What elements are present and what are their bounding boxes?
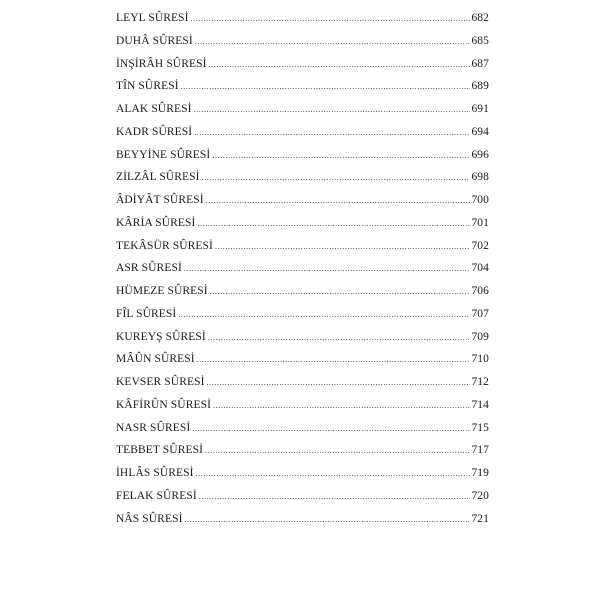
toc-entry-page: 698 [471,171,489,184]
toc-entry [116,257,489,280]
table-of-contents [116,7,489,530]
dot-leader [194,122,470,145]
toc-entry-title: FELAK SÛRESİ [116,489,197,502]
toc-entry-title: ALAK SÛRESİ [116,103,192,115]
toc-entry [116,280,489,303]
toc-entry-page: 712 [471,376,489,388]
toc-entry-page: 719 [471,467,489,479]
toc-entry [116,75,489,98]
toc-entry [116,394,489,417]
dot-leader [205,440,470,463]
toc-entry [116,303,489,326]
dot-leader [199,486,471,509]
dot-leader [197,213,470,236]
toc-entry-page: 696 [471,148,489,161]
toc-entry [116,439,489,462]
toc-entry [116,121,489,144]
toc-entry-page: 709 [471,330,489,343]
toc-entry [116,235,489,258]
toc-entry-title: HÜMEZE SÛRESİ [116,285,208,297]
toc-entry-title: İHLÂS SÛRESİ [116,467,194,479]
toc-entry [116,144,489,167]
toc-entry-page: 694 [471,125,489,138]
dot-leader [212,145,470,168]
toc-entry-page: 687 [471,57,489,70]
dot-leader [202,167,471,190]
toc-entry-title: ÂDİYÂT SÛRESİ [116,194,204,206]
dot-leader [196,463,471,486]
toc-entry-page: 685 [471,34,489,47]
toc-entry-title: ZİLZÂL SÛRESİ [116,171,200,184]
toc-entry-title: TEKÂSÜR SÛRESİ [116,239,213,252]
toc-entry-page: 715 [471,421,489,434]
toc-entry [116,485,489,508]
toc-entry-page: 707 [471,307,489,320]
toc-entry-page: 721 [471,512,489,525]
toc-entry-page: 704 [471,262,489,275]
toc-entry-page: 714 [471,398,489,411]
toc-entry [116,417,489,440]
dot-leader [213,395,470,418]
toc-entry [116,189,489,212]
toc-entry-page: 717 [471,444,489,457]
toc-entry-title: BEYYİNE SÛRESİ [116,148,211,161]
dot-leader [206,190,471,213]
toc-entry-title: KADR SÛRESİ [116,125,193,138]
toc-entry-title: KUREYŞ SÛRESİ [116,330,206,343]
dot-leader [207,372,471,395]
dot-leader [195,31,471,54]
toc-entry [116,326,489,349]
dot-leader [210,281,471,304]
toc-entry-page: 682 [471,12,489,24]
toc-entry-title: NÂS SÛRESİ [116,512,183,525]
toc-entry [116,98,489,121]
dot-leader [192,418,470,441]
toc-entry-title: FÎL SÛRESİ [116,307,177,320]
toc-entry [116,462,489,485]
dot-leader [208,327,471,350]
toc-entry [116,30,489,53]
toc-entry-page: 710 [471,353,489,366]
dot-leader [194,99,471,122]
toc-entry [116,7,489,30]
toc-entry-title: KÂFİRÛN SÛRESİ [116,398,212,411]
toc-entry-title: MÂÛN SÛRESİ [116,353,195,366]
dot-leader [209,54,471,77]
toc-entry-page: 689 [471,80,489,93]
toc-entry-page: 700 [471,194,489,206]
toc-entry [116,166,489,189]
dot-leader [181,76,471,99]
dot-leader [197,349,471,372]
toc-entry-page: 706 [471,285,489,297]
toc-entry-title: LEYL SÛRESİ [116,12,189,24]
toc-entry-title: KEVSER SÛRESİ [116,376,205,388]
toc-entry-title: KÂRİA SÛRESİ [116,216,196,229]
toc-entry-title: NASR SÛRESİ [116,421,191,434]
dot-leader [178,304,470,327]
toc-entry-title: TEBBET SÛRESİ [116,444,204,457]
dot-leader [184,258,471,281]
toc-entry-title: İNŞİRÂH SÛRESİ [116,57,207,70]
toc-entry-page: 720 [471,489,489,502]
dot-leader [215,236,471,259]
toc-entry-title: ASR SÛRESİ [116,262,182,275]
toc-entry-title: TÎN SÛRESİ [116,80,179,93]
toc-entry-page: 691 [471,103,489,115]
toc-entry [116,53,489,76]
toc-entry-title: DUHÂ SÛRESİ [116,34,193,47]
dot-leader [185,509,471,532]
toc-entry-page: 702 [471,239,489,252]
toc-entry [116,371,489,394]
toc-entry [116,348,489,371]
dot-leader [191,8,471,31]
toc-entry-page: 701 [471,216,489,229]
toc-entry [116,212,489,235]
toc-entry [116,508,489,531]
